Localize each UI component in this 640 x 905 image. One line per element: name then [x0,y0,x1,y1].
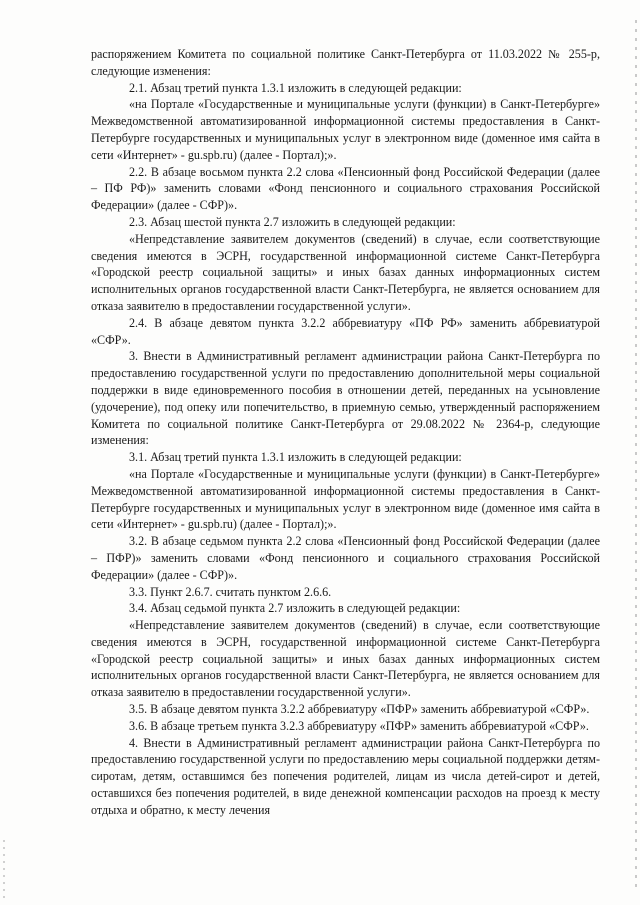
paragraph: распоряжением Комитета по социальной политике Санкт-Петербурга от 11.03.2022 № 255-р, следующие изменения: [91,47,600,78]
paragraph: 3.1. Абзац третий пункта 1.3.1 изложить в следующей редакции: [129,450,462,465]
document-body [91,46,600,819]
paragraph: 3. Внести в Административный регламент администрации района Санкт-Петербурга по предоставлению государственной услуги по предоставлению дополнительной меры социальной поддержки в виде единовременного пособия в отношении детей, переданных на усыновление (удочерение), под опеку или попечительство, в приемную семью, утвержденный распоряжением Комитета по социальной политике Санкт-Петербурга от 29.08.2022 № 2364-р, следующие изменения: [91,349,600,448]
paragraph: 2.3. Абзац шестой пункта 2.7 изложить в следующей редакции: [129,214,456,229]
paragraph: 3.6. В абзаце третьем пункта 3.2.3 аббревиатуру «ПФР» заменить аббревиатурой «СФР». [129,718,589,733]
paragraph: 2.1. Абзац третий пункта 1.3.1 изложить в следующей редакции: [129,80,462,95]
scan-edge-right [635,20,637,890]
paragraph: «Непредставление заявителем документов (сведений) в случае, если соответствующие сведения имеются в ЭСРН, государственной информационной системе Санкт-Петербурга «Городской реестр социальной защиты» и иных базах данных информационных систем исполнительных органов государственной власти Санкт-Петербурга, не является основанием для отказа заявителю в предоставлении государственной услуги». [91,231,600,313]
paragraph: «на Портале «Государственные и муниципальные услуги (функции) в Санкт-Петербурге» Межведомственной автоматизированной информационной системы предоставления в Санкт-Петербурге государственных и муниципальных услуг в электронном виде (доменное имя сайта в сети «Интернет» - gu.spb.ru) (далее - Портал);». [91,97,600,162]
scan-edge-left [3,840,5,900]
paragraph: 2.2. В абзаце восьмом пункта 2.2 слова «Пенсионный фонд Российской Федерации (далее – ПФ РФ)» заменить словами «Фонд пенсионного и социального страхования Российской Федерации» (далее - СФР)». [91,164,600,213]
paragraph: 3.3. Пункт 2.6.7. считать пунктом 2.6.6. [129,584,332,599]
paragraph: 4. Внести в Административный регламент администрации района Санкт-Петербурга по предоставлению государственной услуги по предоставлению меры социальной поддержки детям-сиротам, детям, оставшимся без попечения родителей, лицам из числа детей-сирот и детей, оставшихся без попечения родителей, в виде денежной компенсации расходов на проезд к месту отдыха и обратно, к месту лечения [91,735,600,817]
paragraph: 2.4. В абзаце девятом пункта 3.2.2 аббревиатуру «ПФ РФ» заменить аббревиатурой «СФР». [91,315,600,347]
paragraph: 3.5. В абзаце девятом пункта 3.2.2 аббревиатуру «ПФР» заменить аббревиатурой «СФР». [129,702,590,717]
paragraph: «на Портале «Государственные и муниципальные услуги (функции) в Санкт-Петербурге» Межведомственной автоматизированной информационной системы предоставления в Санкт-Петербурге государственных и муниципальных услуг в электронном виде (доменное имя сайта в сети «Интернет» - gu.spb.ru) (далее - Портал);». [91,466,600,532]
paragraph: «Непредставление заявителем документов (сведений) в случае, если соответствующие сведения имеются в ЭСРН, государственной информационной системе Санкт-Петербурга «Городской реестр социальной защиты» и иных базах данных информационных систем исполнительных органов государственной власти Санкт-Петербурга, не является основанием для отказа заявителю в предоставлении государственной услуги». [91,618,600,700]
paragraph: 3.4. Абзац седьмой пункта 2.7 изложить в следующей редакции: [129,601,461,616]
paragraph: 3.2. В абзаце седьмом пункта 2.2 слова «Пенсионный фонд Российской Федерации (далее – ПФР)» заменить словами «Фонд пенсионного и социального страхования Российской Федерации» (далее - СФР)». [91,534,600,582]
